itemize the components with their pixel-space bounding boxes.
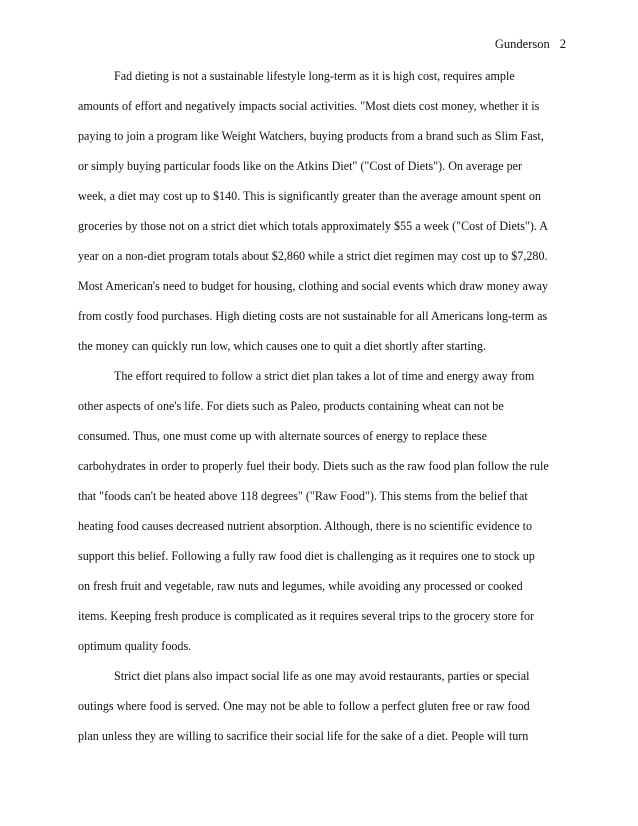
text-line: year on a non-diet program totals about $2,860 while a strict diet regimen may cost up to $7,280.	[78, 249, 548, 263]
text-line: or simply buying particular foods like on the Atkins Diet" ("Cost of Diets"). On average per	[78, 159, 523, 173]
text-line: groceries by those not on a strict diet which totals approximately $55 a week ("Cost of Diets"). A	[78, 219, 549, 233]
header-author: Gunderson	[494, 37, 550, 51]
text-line: paying to join a program like Weight Watchers, buying products from a brand such as Slim Fast,	[78, 129, 544, 143]
text-line: from costly food purchases. High dieting costs are not sustainable for all Americans long-term as	[78, 309, 548, 323]
text-line: outings where food is served. One may not be able to follow a perfect gluten free or raw food	[78, 699, 530, 713]
text-line: Strict diet plans also impact social life as one may avoid restaurants, parties or special	[114, 669, 530, 683]
text-line: on fresh fruit and vegetable, raw nuts and legumes, while avoiding any processed or cooked	[78, 579, 523, 593]
text-line: Most American's need to budget for housing, clothing and social events which draw money away	[78, 279, 549, 293]
text-line: plan unless they are willing to sacrifice their social life for the sake of a diet. People will turn	[78, 729, 529, 743]
header-page-number: 2	[559, 37, 566, 51]
text-line: consumed. Thus, one must come up with alternate sources of energy to replace these	[78, 429, 487, 443]
text-line: items. Keeping fresh produce is complicated as it requires several trips to the grocery store for	[78, 609, 535, 623]
text-line: optimum quality foods.	[78, 639, 192, 653]
text-line: support this belief. Following a fully raw food diet is challenging as it requires one to stock up	[78, 549, 535, 563]
text-line: amounts of effort and negatively impacts social activities. "Most diets cost money, whether it is	[78, 99, 540, 113]
text-line: week, a diet may cost up to $140. This is significantly greater than the average amount spent on	[78, 189, 541, 203]
text-line: Fad dieting is not a sustainable lifestyle long-term as it is high cost, requires ample	[114, 69, 515, 83]
text-line: other aspects of one's life. For diets such as Paleo, products containing wheat can not be	[78, 399, 504, 413]
text-line: the money can quickly run low, which causes one to quit a diet shortly after starting.	[78, 339, 486, 353]
text-line: carbohydrates in order to properly fuel their body. Diets such as the raw food plan follow the rule	[78, 459, 549, 473]
page-header	[495, 36, 566, 52]
text-line: The effort required to follow a strict diet plan takes a lot of time and energy away from	[114, 369, 535, 383]
text-line: that "foods can't be heated above 118 degrees" ("Raw Food"). This stems from the belief that	[78, 489, 528, 503]
text-line: heating food causes decreased nutrient absorption. Although, there is no scientific evidence to	[78, 519, 533, 533]
